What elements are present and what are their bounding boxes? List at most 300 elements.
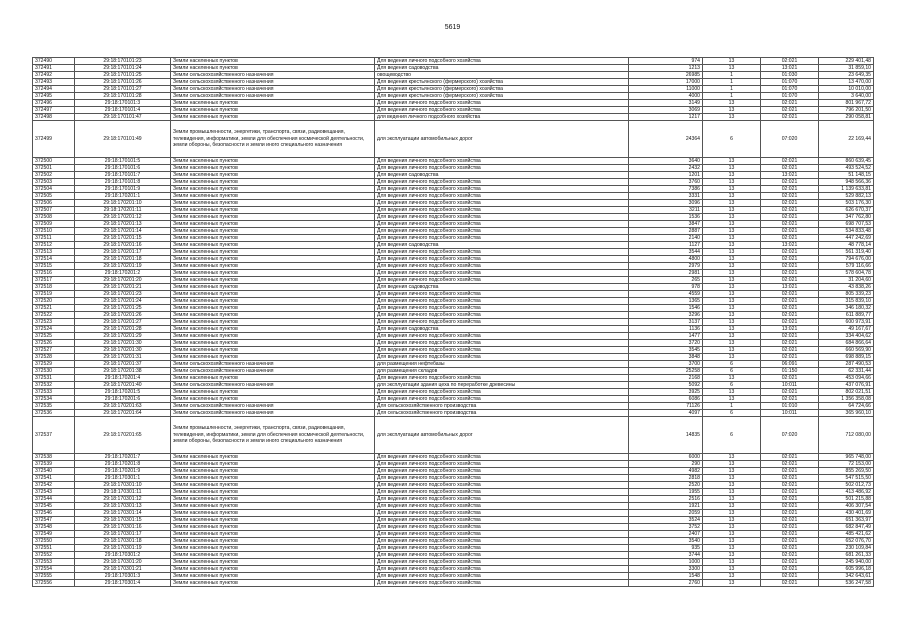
use-code-cell: 13:021 xyxy=(761,284,819,291)
table-row xyxy=(33,482,874,489)
zone-cell: 13 xyxy=(703,65,761,72)
area-cell: 3524 xyxy=(629,517,703,524)
cadastral-value-cell: 245 940,00 xyxy=(819,559,874,566)
permitted-use-cell: Для ведения личного подсобного хозяйства xyxy=(375,545,629,552)
zone-cell: 13 xyxy=(703,319,761,326)
row-number-cell: 372521 xyxy=(33,305,75,312)
permitted-use-cell: Для ведения личного подсобного хозяйства xyxy=(375,221,629,228)
area-cell: 2516 xyxy=(629,496,703,503)
zone-cell: 13 xyxy=(703,193,761,200)
cadastral-value-cell: 430 401,69 xyxy=(819,510,874,517)
zone-cell: 13 xyxy=(703,158,761,165)
table-row xyxy=(33,410,874,417)
table-row xyxy=(33,326,874,333)
cadastral-value-cell: 290 058,81 xyxy=(819,114,874,121)
permitted-use-cell: Для ведения личного подсобного хозяйства xyxy=(375,179,629,186)
zone-cell: 13 xyxy=(703,538,761,545)
permitted-use-cell: Для ведения личного подсобного хозяйства xyxy=(375,396,629,403)
cadastral-value-cell: 287 490,53 xyxy=(819,361,874,368)
cadastral-number-cell: 29:18:170201:13 xyxy=(75,221,171,228)
permitted-use-cell: Для ведения личного подсобного хозяйства xyxy=(375,454,629,461)
use-code-cell: 02:021 xyxy=(761,298,819,305)
zone-cell: 13 xyxy=(703,517,761,524)
cadastral-number-cell: 29:18:170201:7 xyxy=(75,454,171,461)
table-row xyxy=(33,545,874,552)
permitted-use-cell: для размещения нефтебазы xyxy=(375,361,629,368)
cadastral-value-cell: 23 649,35 xyxy=(819,72,874,79)
table-row xyxy=(33,510,874,517)
cadastral-number-cell: 29:18:170101:9 xyxy=(75,186,171,193)
land-category-cell: Земли населенных пунктов xyxy=(171,538,375,545)
table-row xyxy=(33,100,874,107)
use-code-cell: 02:021 xyxy=(761,347,819,354)
zone-cell: 13 xyxy=(703,242,761,249)
use-code-cell: 10:011 xyxy=(761,382,819,389)
use-code-cell: 02:021 xyxy=(761,559,819,566)
permitted-use-cell: Для ведения личного подсобного хозяйства xyxy=(375,200,629,207)
zone-cell: 13 xyxy=(703,100,761,107)
zone-cell: 13 xyxy=(703,559,761,566)
land-category-cell: Земли населенных пунктов xyxy=(171,235,375,242)
table-row xyxy=(33,114,874,121)
land-category-cell: Земли населенных пунктов xyxy=(171,172,375,179)
area-cell: 4800 xyxy=(629,256,703,263)
row-number-cell: 372501 xyxy=(33,165,75,172)
area-cell: 3149 xyxy=(629,100,703,107)
land-category-cell: Земли населенных пунктов xyxy=(171,207,375,214)
area-cell: 3848 xyxy=(629,354,703,361)
cadastral-value-cell: 948 566,36 xyxy=(819,179,874,186)
row-number-cell: 372503 xyxy=(33,179,75,186)
table-row xyxy=(33,361,874,368)
cadastral-number-cell: 29:18:170201:30 xyxy=(75,347,171,354)
cadastral-value-cell: 43 838,26 xyxy=(819,284,874,291)
row-number-cell: 372514 xyxy=(33,256,75,263)
permitted-use-cell: Для ведения личного подсобного хозяйства xyxy=(375,270,629,277)
permitted-use-cell: Для ведения личного подсобного хозяйства xyxy=(375,277,629,284)
permitted-use-cell: Для ведения личного подсобного хозяйства xyxy=(375,552,629,559)
zone-cell: 6 xyxy=(703,382,761,389)
use-code-cell: 02:021 xyxy=(761,489,819,496)
land-category-cell: Земли сельскохозяйственного назначения xyxy=(171,368,375,375)
use-code-cell: 02:021 xyxy=(761,552,819,559)
area-cell: 2432 xyxy=(629,165,703,172)
land-category-cell: Земли населенных пунктов xyxy=(171,333,375,340)
cadastral-value-cell: 794 676,00 xyxy=(819,256,874,263)
row-number-cell: 372522 xyxy=(33,312,75,319)
use-code-cell: 02:021 xyxy=(761,524,819,531)
zone-cell: 13 xyxy=(703,489,761,496)
row-number-cell: 372496 xyxy=(33,100,75,107)
use-code-cell: 02:021 xyxy=(761,580,819,587)
row-number-cell: 372545 xyxy=(33,503,75,510)
permitted-use-cell: Для ведения личного подсобного хозяйства xyxy=(375,559,629,566)
table-row xyxy=(33,221,874,228)
cadastral-value-cell: 1 139 633,81 xyxy=(819,186,874,193)
zone-cell: 13 xyxy=(703,200,761,207)
land-category-cell: Земли населенных пунктов xyxy=(171,256,375,263)
permitted-use-cell: Для ведения личного подсобного хозяйства xyxy=(375,235,629,242)
row-number-cell: 372544 xyxy=(33,496,75,503)
permitted-use-cell: Для ведения личного подсобного хозяйства xyxy=(375,510,629,517)
row-number-cell: 372495 xyxy=(33,93,75,100)
area-cell: 2168 xyxy=(629,375,703,382)
table-row xyxy=(33,65,874,72)
area-cell: 3096 xyxy=(629,200,703,207)
zone-cell: 13 xyxy=(703,207,761,214)
zone-cell: 6 xyxy=(703,410,761,417)
cadastral-value-table xyxy=(32,57,874,587)
zone-cell: 13 xyxy=(703,347,761,354)
area-cell: 2059 xyxy=(629,510,703,517)
table-row xyxy=(33,496,874,503)
cadastral-number-cell: 29:18:170101:47 xyxy=(75,114,171,121)
permitted-use-cell: Для ведения личного подсобного хозяйства xyxy=(375,489,629,496)
zone-cell: 13 xyxy=(703,566,761,573)
zone-cell: 13 xyxy=(703,179,761,186)
area-cell: 17000 xyxy=(629,79,703,86)
cadastral-value-cell: 453 094,66 xyxy=(819,375,874,382)
cadastral-value-cell: 682 847,49 xyxy=(819,524,874,531)
zone-cell: 13 xyxy=(703,228,761,235)
area-cell: 4559 xyxy=(629,291,703,298)
land-category-cell: Земли населенных пунктов xyxy=(171,580,375,587)
permitted-use-cell: Для ведения личного подсобного хозяйства xyxy=(375,524,629,531)
use-code-cell: 02:021 xyxy=(761,340,819,347)
permitted-use-cell: Для ведения личного подсобного хозяйства xyxy=(375,228,629,235)
row-number-cell: 372547 xyxy=(33,517,75,524)
zone-cell: 13 xyxy=(703,249,761,256)
row-number-cell: 372494 xyxy=(33,86,75,93)
table-row xyxy=(33,531,874,538)
area-cell: 25258 xyxy=(629,368,703,375)
cadastral-value-cell: 965 748,00 xyxy=(819,454,874,461)
land-category-cell: Земли населенных пунктов xyxy=(171,107,375,114)
land-category-cell: Земли населенных пунктов xyxy=(171,524,375,531)
use-code-cell: 13:021 xyxy=(761,172,819,179)
table-row xyxy=(33,489,874,496)
area-cell: 1000 xyxy=(629,559,703,566)
cadastral-value-cell: 229 401,48 xyxy=(819,58,874,65)
area-cell: 71126 xyxy=(629,403,703,410)
table-row xyxy=(33,333,874,340)
cadastral-number-cell: 29:18:170201:11 xyxy=(75,207,171,214)
land-category-cell: Земли сельскохозяйственного назначения xyxy=(171,382,375,389)
row-number-cell: 372535 xyxy=(33,403,75,410)
cadastral-value-cell: 72 153,00 xyxy=(819,461,874,468)
cadastral-value-cell: 651 363,97 xyxy=(819,517,874,524)
table-row xyxy=(33,263,874,270)
cadastral-number-cell: 29:18:170201:1 xyxy=(75,193,171,200)
row-number-cell: 372531 xyxy=(33,375,75,382)
area-cell: 3700 xyxy=(629,361,703,368)
row-number-cell: 372534 xyxy=(33,396,75,403)
use-code-cell: 02:021 xyxy=(761,158,819,165)
table-row xyxy=(33,580,874,587)
permitted-use-cell: Для ведения личного подсобного хозяйства xyxy=(375,468,629,475)
area-cell: 4982 xyxy=(629,468,703,475)
area-cell: 265 xyxy=(629,277,703,284)
permitted-use-cell: Для ведения личного подсобного хозяйства xyxy=(375,538,629,545)
land-category-cell: Земли промышленности, энергетики, транспорта, связи, радиовещания, телевидения, информатики, земли для обеспечения космической деятельности, земли обороны, безопасности и земли иного специального назначения xyxy=(171,121,375,158)
row-number-cell: 372512 xyxy=(33,242,75,249)
row-number-cell: 372549 xyxy=(33,531,75,538)
cadastral-value-cell: 447 242,69 xyxy=(819,235,874,242)
row-number-cell: 372497 xyxy=(33,107,75,114)
land-category-cell: Земли населенных пунктов xyxy=(171,496,375,503)
area-cell: 6086 xyxy=(629,396,703,403)
permitted-use-cell: Для ведения личного подсобного хозяйства xyxy=(375,517,629,524)
area-cell: 3640 xyxy=(629,158,703,165)
zone-cell: 13 xyxy=(703,305,761,312)
table-row xyxy=(33,417,874,454)
area-cell: 3925 xyxy=(629,389,703,396)
land-category-cell: Земли населенных пунктов xyxy=(171,396,375,403)
cadastral-value-cell: 347 762,80 xyxy=(819,214,874,221)
use-code-cell: 02:021 xyxy=(761,468,819,475)
table-row xyxy=(33,158,874,165)
zone-cell: 13 xyxy=(703,326,761,333)
area-cell: 3544 xyxy=(629,249,703,256)
use-code-cell: 01:070 xyxy=(761,79,819,86)
cadastral-number-cell: 29:18:170101:8 xyxy=(75,179,171,186)
table-row xyxy=(33,305,874,312)
land-category-cell: Земли населенных пунктов xyxy=(171,249,375,256)
zone-cell: 13 xyxy=(703,58,761,65)
cadastral-number-cell: 29:18:170201:10 xyxy=(75,200,171,207)
zone-cell: 13 xyxy=(703,186,761,193)
permitted-use-cell: Для ведения личного подсобного хозяйства xyxy=(375,186,629,193)
permitted-use-cell: Для ведения личного подсобного хозяйства xyxy=(375,312,629,319)
table-row xyxy=(33,517,874,524)
land-category-cell: Земли населенных пунктов xyxy=(171,326,375,333)
table-row xyxy=(33,270,874,277)
area-cell: 2407 xyxy=(629,531,703,538)
row-number-cell: 372530 xyxy=(33,368,75,375)
zone-cell: 13 xyxy=(703,468,761,475)
permitted-use-cell: Для ведения личного подсобного хозяйства xyxy=(375,375,629,382)
cadastral-value-cell: 31 859,10 xyxy=(819,65,874,72)
use-code-cell: 10:011 xyxy=(761,410,819,417)
cadastral-value-cell: 660 569,90 xyxy=(819,347,874,354)
cadastral-number-cell: 29:18:170301:18 xyxy=(75,538,171,545)
land-category-cell: Земли населенных пунктов xyxy=(171,100,375,107)
use-code-cell: 02:021 xyxy=(761,100,819,107)
zone-cell: 13 xyxy=(703,291,761,298)
row-number-cell: 372548 xyxy=(33,524,75,531)
area-cell: 2818 xyxy=(629,475,703,482)
permitted-use-cell: Для ведения личного подсобного хозяйства xyxy=(375,461,629,468)
use-code-cell: 01:070 xyxy=(761,93,819,100)
area-cell: 3296 xyxy=(629,312,703,319)
cadastral-number-cell: 29:18:170301:1 xyxy=(75,475,171,482)
land-category-cell: Земли сельскохозяйственного назначения xyxy=(171,86,375,93)
use-code-cell: 02:021 xyxy=(761,482,819,489)
row-number-cell: 372523 xyxy=(33,319,75,326)
land-category-cell: Земли населенных пунктов xyxy=(171,340,375,347)
use-code-cell: 02:021 xyxy=(761,235,819,242)
use-code-cell: 02:021 xyxy=(761,354,819,361)
area-cell: 974 xyxy=(629,58,703,65)
cadastral-number-cell: 29:18:170101:26 xyxy=(75,79,171,86)
cadastral-value-cell: 536 247,58 xyxy=(819,580,874,587)
use-code-cell: 02:021 xyxy=(761,375,819,382)
permitted-use-cell: Для ведения личного подсобного хозяйства xyxy=(375,580,629,587)
land-category-cell: Земли населенных пунктов xyxy=(171,221,375,228)
use-code-cell: 02:021 xyxy=(761,517,819,524)
area-cell: 978 xyxy=(629,284,703,291)
table-row xyxy=(33,319,874,326)
cadastral-value-cell: 698 707,53 xyxy=(819,221,874,228)
cadastral-number-cell: 29:18:170201:16 xyxy=(75,242,171,249)
table-row xyxy=(33,354,874,361)
row-number-cell: 372500 xyxy=(33,158,75,165)
row-number-cell: 372513 xyxy=(33,249,75,256)
table-row xyxy=(33,538,874,545)
zone-cell: 13 xyxy=(703,235,761,242)
table-row xyxy=(33,228,874,235)
area-cell: 2760 xyxy=(629,580,703,587)
use-code-cell: 02:021 xyxy=(761,545,819,552)
permitted-use-cell: Для ведения личного подсобного хозяйства xyxy=(375,347,629,354)
cadastral-number-cell: 29:18:170201:28 xyxy=(75,326,171,333)
cadastral-value-cell: 796 201,50 xyxy=(819,107,874,114)
land-category-cell: Земли населенных пунктов xyxy=(171,298,375,305)
cadastral-number-cell: 29:18:170101:27 xyxy=(75,86,171,93)
table-row xyxy=(33,291,874,298)
land-category-cell: Земли населенных пунктов xyxy=(171,270,375,277)
permitted-use-cell: для эксплуатации здания цеха по переработке древесины xyxy=(375,382,629,389)
zone-cell: 6 xyxy=(703,417,761,454)
permitted-use-cell: для размещения складов xyxy=(375,368,629,375)
cadastral-value-cell: 561 319,40 xyxy=(819,249,874,256)
row-number-cell: 372555 xyxy=(33,573,75,580)
cadastral-value-cell: 62 331,44 xyxy=(819,368,874,375)
permitted-use-cell: Для ведения крестьянского (фермерского) хозяйства xyxy=(375,79,629,86)
cadastral-number-cell: 29:18:170301:16 xyxy=(75,524,171,531)
permitted-use-cell: Для ведения личного подсобного хозяйства xyxy=(375,291,629,298)
row-number-cell: 372505 xyxy=(33,193,75,200)
row-number-cell: 372540 xyxy=(33,468,75,475)
area-cell: 4000 xyxy=(629,93,703,100)
zone-cell: 1 xyxy=(703,86,761,93)
use-code-cell: 02:021 xyxy=(761,256,819,263)
zone-cell: 13 xyxy=(703,340,761,347)
area-cell: 1536 xyxy=(629,214,703,221)
area-cell: 1921 xyxy=(629,503,703,510)
permitted-use-cell: Для ведения личного подсобного хозяйства xyxy=(375,249,629,256)
cadastral-number-cell: 29:18:170101:3 xyxy=(75,100,171,107)
row-number-cell: 372509 xyxy=(33,221,75,228)
use-code-cell: 02:021 xyxy=(761,531,819,538)
use-code-cell: 07:020 xyxy=(761,121,819,158)
zone-cell: 13 xyxy=(703,172,761,179)
area-cell: 3540 xyxy=(629,538,703,545)
use-code-cell: 02:021 xyxy=(761,214,819,221)
table-row xyxy=(33,284,874,291)
row-number-cell: 372546 xyxy=(33,510,75,517)
table-row xyxy=(33,93,874,100)
area-cell: 1955 xyxy=(629,489,703,496)
land-category-cell: Земли населенных пунктов xyxy=(171,468,375,475)
use-code-cell: 02:021 xyxy=(761,454,819,461)
area-cell: 3211 xyxy=(629,207,703,214)
area-cell: 11000 xyxy=(629,86,703,93)
permitted-use-cell: Для ведения личного подсобного хозяйства xyxy=(375,305,629,312)
cadastral-number-cell: 29:18:170101:7 xyxy=(75,172,171,179)
table-row xyxy=(33,172,874,179)
area-cell: 3069 xyxy=(629,107,703,114)
land-category-cell: Земли населенных пунктов xyxy=(171,389,375,396)
row-number-cell: 372525 xyxy=(33,333,75,340)
cadastral-number-cell: 29:18:170301:10 xyxy=(75,482,171,489)
permitted-use-cell: для эксплуатации автомобильных дорог xyxy=(375,121,629,158)
land-category-cell: Земли населенных пунктов xyxy=(171,186,375,193)
area-cell: 14835 xyxy=(629,417,703,454)
permitted-use-cell: Для ведения личного подсобного хозяйства xyxy=(375,566,629,573)
cadastral-number-cell: 29:18:170101:28 xyxy=(75,93,171,100)
cadastral-number-cell: 29:18:170301:17 xyxy=(75,531,171,538)
area-cell: 2887 xyxy=(629,228,703,235)
cadastral-value-cell: 805 339,23 xyxy=(819,291,874,298)
table-row xyxy=(33,86,874,93)
land-category-cell: Земли промышленности, энергетики, транспорта, связи, радиовещания, телевидения, информатики, земли для обеспечения космической деятельности, земли обороны, безопасности и земли иного специального назначения xyxy=(171,417,375,454)
row-number-cell: 372517 xyxy=(33,277,75,284)
row-number-cell: 372520 xyxy=(33,298,75,305)
row-number-cell: 372527 xyxy=(33,347,75,354)
permitted-use-cell: Для ведения личного подсобного хозяйства xyxy=(375,389,629,396)
cadastral-value-cell: 31 204,60 xyxy=(819,277,874,284)
table-row xyxy=(33,475,874,482)
cadastral-value-cell: 529 882,13 xyxy=(819,193,874,200)
cadastral-value-cell: 437 076,91 xyxy=(819,382,874,389)
cadastral-value-cell: 346 180,32 xyxy=(819,305,874,312)
use-code-cell: 02:021 xyxy=(761,186,819,193)
cadastral-value-cell: 698 889,15 xyxy=(819,354,874,361)
zone-cell: 13 xyxy=(703,333,761,340)
land-category-cell: Земли населенных пунктов xyxy=(171,552,375,559)
table-row xyxy=(33,186,874,193)
permitted-use-cell: Для ведения личного подсобного хозяйства xyxy=(375,573,629,580)
cadastral-value-cell: 579 116,66 xyxy=(819,263,874,270)
land-category-cell: Земли населенных пунктов xyxy=(171,228,375,235)
table-row xyxy=(33,165,874,172)
area-cell: 3137 xyxy=(629,319,703,326)
area-cell: 24364 xyxy=(629,121,703,158)
cadastral-value-cell: 315 839,10 xyxy=(819,298,874,305)
zone-cell: 13 xyxy=(703,389,761,396)
cadastral-number-cell: 29:18:170201:30 xyxy=(75,340,171,347)
table-row xyxy=(33,179,874,186)
permitted-use-cell: Для ведения личного подсобного хозяйства xyxy=(375,531,629,538)
cadastral-number-cell: 29:18:170201:8 xyxy=(75,461,171,468)
use-code-cell: 02:021 xyxy=(761,503,819,510)
row-number-cell: 372493 xyxy=(33,79,75,86)
table-row xyxy=(33,559,874,566)
row-number-cell: 372554 xyxy=(33,566,75,573)
zone-cell: 13 xyxy=(703,580,761,587)
cadastral-value-cell: 485 421,62 xyxy=(819,531,874,538)
cadastral-number-cell: 29:18:170201:38 xyxy=(75,368,171,375)
zone-cell: 13 xyxy=(703,524,761,531)
area-cell: 3545 xyxy=(629,347,703,354)
cadastral-number-cell: 29:18:170201:29 xyxy=(75,333,171,340)
table-row xyxy=(33,107,874,114)
table-row xyxy=(33,58,874,65)
zone-cell: 13 xyxy=(703,165,761,172)
land-category-cell: Земли населенных пунктов xyxy=(171,312,375,319)
permitted-use-cell: Для ведения личного подсобного хозяйства xyxy=(375,298,629,305)
